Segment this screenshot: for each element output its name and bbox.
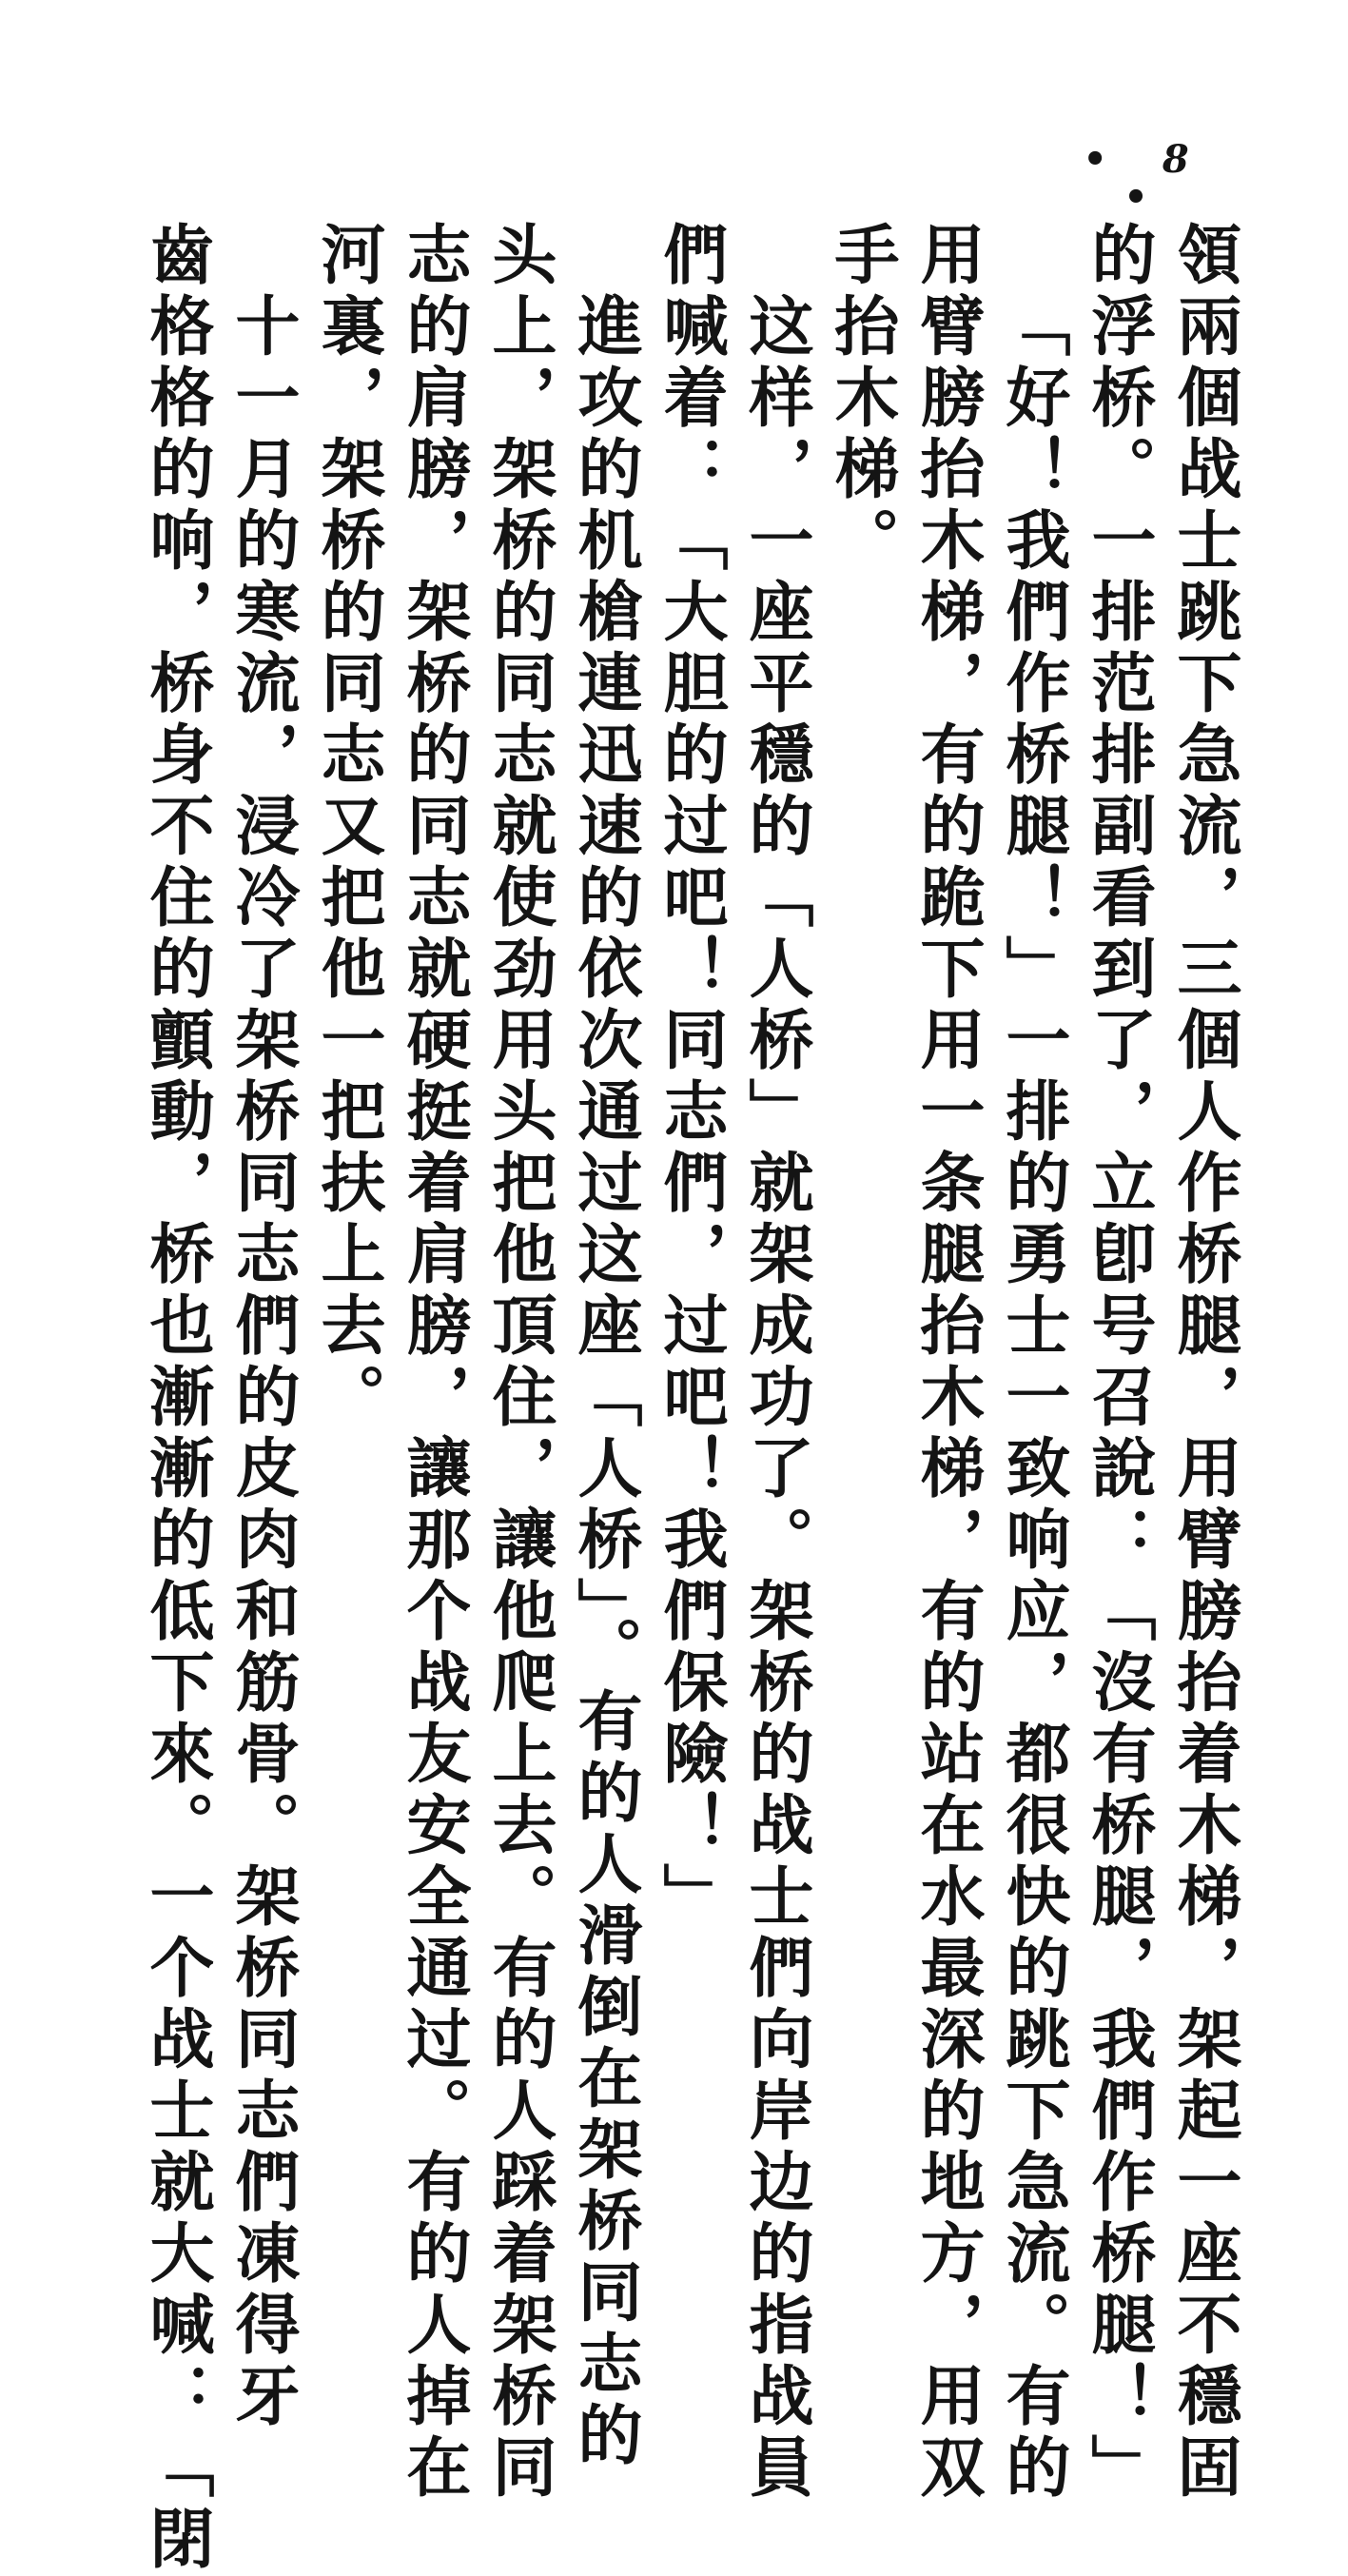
vertical-text-body xyxy=(139,221,1242,2576)
text-column-6: 这样，一座平穩的「人桥」就架成功了。架桥的战士們向岸边的指战員 xyxy=(738,292,814,2505)
text-column-3: 「好！我們作桥腿！」一排的勇士一致响应，都很快的跳下急流。有的 xyxy=(995,292,1071,2505)
text-column-4: 用臂膀抬木梯，有的跪下用一条腿抬木梯，有的站在水最深的地方，用双 xyxy=(909,221,986,2505)
text-column-1: 領兩個战士跳下急流，三個人作桥腿，用臂膀抬着木梯，架起一座不穩固 xyxy=(1166,221,1242,2505)
text-column-13: 齒格格的响，桥身不住的顫動，桥也漸漸的低下來。一个战士就大喊：「閉 xyxy=(139,221,215,2576)
text-column-2: 的浮桥。一排范排副看到了，立卽号召說：「沒有桥腿，我們作桥腿！」 xyxy=(1081,221,1157,2505)
text-column-5: 手抬木梯。 xyxy=(824,221,900,578)
text-column-12: 十一月的寒流，浸冷了架桥同志們的皮肉和筋骨。架桥同志們凍得牙 xyxy=(225,292,301,2433)
text-column-11: 河裏，架桥的同志又把他一把扶上去。 xyxy=(310,221,386,1434)
text-column-8: 進攻的机槍連迅速的依次通过这座「人桥」。有的人滑倒在架桥同志的 xyxy=(567,292,643,2472)
page-number: • 8 • xyxy=(1083,137,1210,220)
text-column-7: 們喊着：「大胆的过吧！同志們，过吧！我們保險！」 xyxy=(653,221,729,1934)
text-column-9: 头上，架桥的同志就使劲用头把他頂住，讓他爬上去。有的人踩着架桥同 xyxy=(481,221,557,2505)
text-column-10: 志的肩膀，架桥的同志就硬挺着肩膀，讓那个战友安全通过。有的人掉在 xyxy=(396,221,472,2505)
